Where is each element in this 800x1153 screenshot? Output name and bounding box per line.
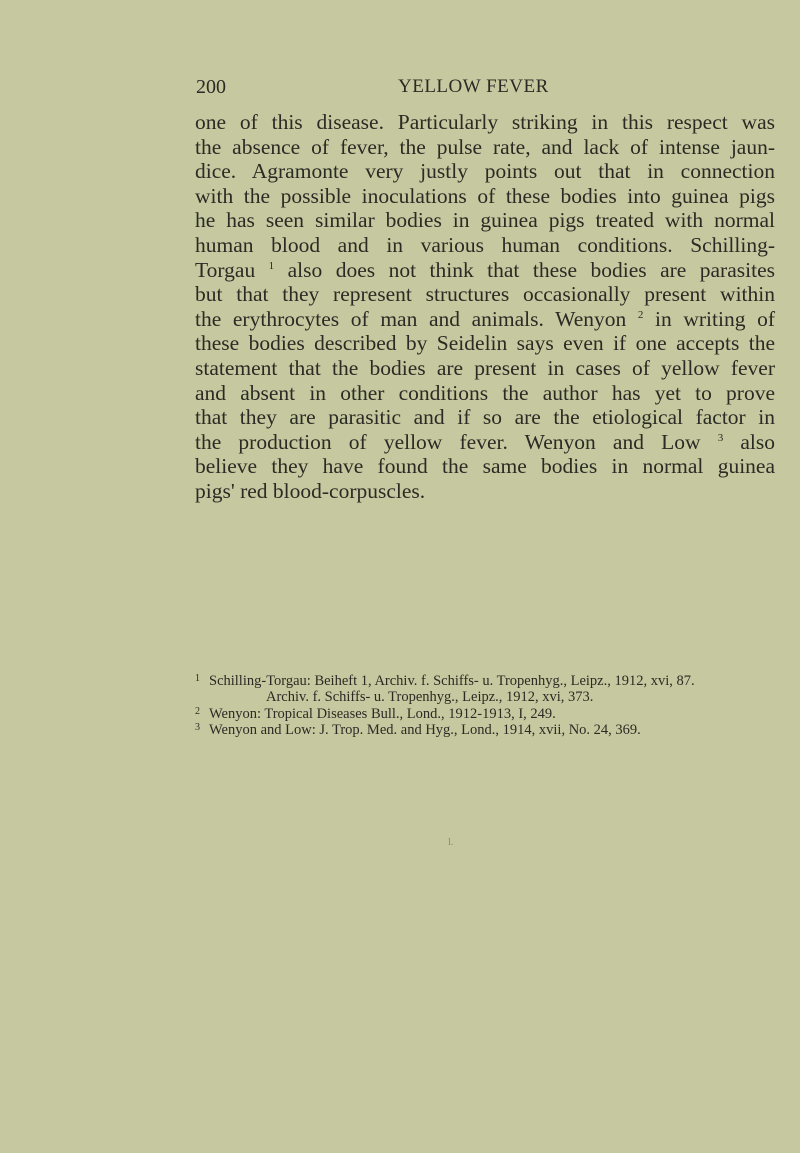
footnotes — [195, 673, 775, 738]
page-number: 200 — [196, 76, 226, 98]
text-line — [195, 331, 775, 356]
footnote-text: Archiv. f. Schiffs- u. Tropenhyg., Leipz., 1912, xvi, 373. — [266, 689, 594, 706]
text-segment: one of this disease. Particularly striking in this respect was — [195, 110, 775, 134]
text-line — [195, 135, 775, 160]
footnote — [195, 689, 775, 705]
text-line — [195, 233, 775, 258]
text-segment: statement that the bodies are present in cases of yellow fever — [195, 355, 775, 380]
text-segment: he has seen similar bodies in guinea pigs treated with normal — [195, 208, 775, 233]
footnote: 3 Wenyon and Low: J. Trop. Med. and Hyg., Lond., 1914, xvii, No. 24, 369. — [195, 721, 641, 738]
text-segment: believe they have found the same bodies in normal guinea — [195, 454, 775, 479]
text-line — [195, 356, 775, 381]
text-line — [195, 307, 775, 332]
text-segment: but that they represent structures occasionally present within — [195, 282, 775, 307]
text-segment: that they are parasitic and if so are the etiological factor in — [195, 405, 775, 430]
text-segment: the erythrocytes of man and animals. Wenyon — [195, 306, 638, 331]
footnote-reference: 1 — [268, 259, 275, 272]
text-line — [195, 159, 775, 184]
text-line — [195, 282, 775, 307]
text-line — [195, 184, 775, 209]
text-segment: Torgau — [195, 257, 269, 282]
footnote-text: Wenyon: Tropical Diseases Bull., Lond., 1912-1913, I, 249. — [209, 705, 556, 722]
footnote-text: Wenyon and Low: J. Trop. Med. and Hyg., Lond., 1914, xvii, No. 24, 369. — [209, 721, 641, 738]
text-segment: also — [723, 429, 775, 454]
text-segment: pigs' red blood-corpuscles. — [195, 478, 426, 503]
footnote-text: Schilling-Torgau: Beiheft 1, Archiv. f. Schiffs- u. Tropenhyg., Leipz., 1912, xvi, 87. — [209, 673, 695, 689]
text-segment: dice. Agramonte very justly points out that in connection — [195, 159, 775, 184]
footnote-reference: 3 — [717, 431, 724, 444]
text-segment: in writing of — [643, 306, 775, 331]
running-title: YELLOW FEVER — [398, 76, 549, 97]
text-segment: and absent in other conditions the author has yet to prove — [195, 380, 775, 405]
text-line — [195, 258, 775, 283]
text-line — [195, 381, 775, 406]
text-segment: human blood and in various human conditions. Schilling- — [195, 232, 775, 257]
text-segment: with the possible inoculations of these bodies into guinea pigs — [195, 183, 775, 208]
text-segment: the absence of fever, the pulse rate, and lack of intense jaun- — [195, 134, 775, 159]
text-segment: the production of yellow fever. Wenyon and Low — [195, 429, 718, 454]
footnote: 2 Wenyon: Tropical Diseases Bull., Lond., 1912-1913, I, 249. — [195, 705, 556, 722]
text-line — [195, 110, 775, 135]
body-paragraph — [195, 110, 775, 504]
page-header — [196, 76, 566, 106]
text-line — [195, 479, 775, 504]
text-line — [195, 430, 775, 455]
text-line — [195, 454, 775, 479]
footnote-reference: 2 — [637, 308, 644, 321]
stray-mark: l. — [448, 837, 454, 848]
text-line — [195, 405, 775, 430]
footnote: 1 Schilling-Torgau: Beiheft 1, Archiv. f. Schiffs- u. Tropenhyg., Leipz., 1912, xvi, 87. — [195, 673, 695, 689]
text-segment: also does not think that these bodies are parasites — [274, 257, 775, 282]
text-line — [195, 208, 775, 233]
text-segment: these bodies described by Seidelin says even if one accepts the — [195, 331, 775, 356]
